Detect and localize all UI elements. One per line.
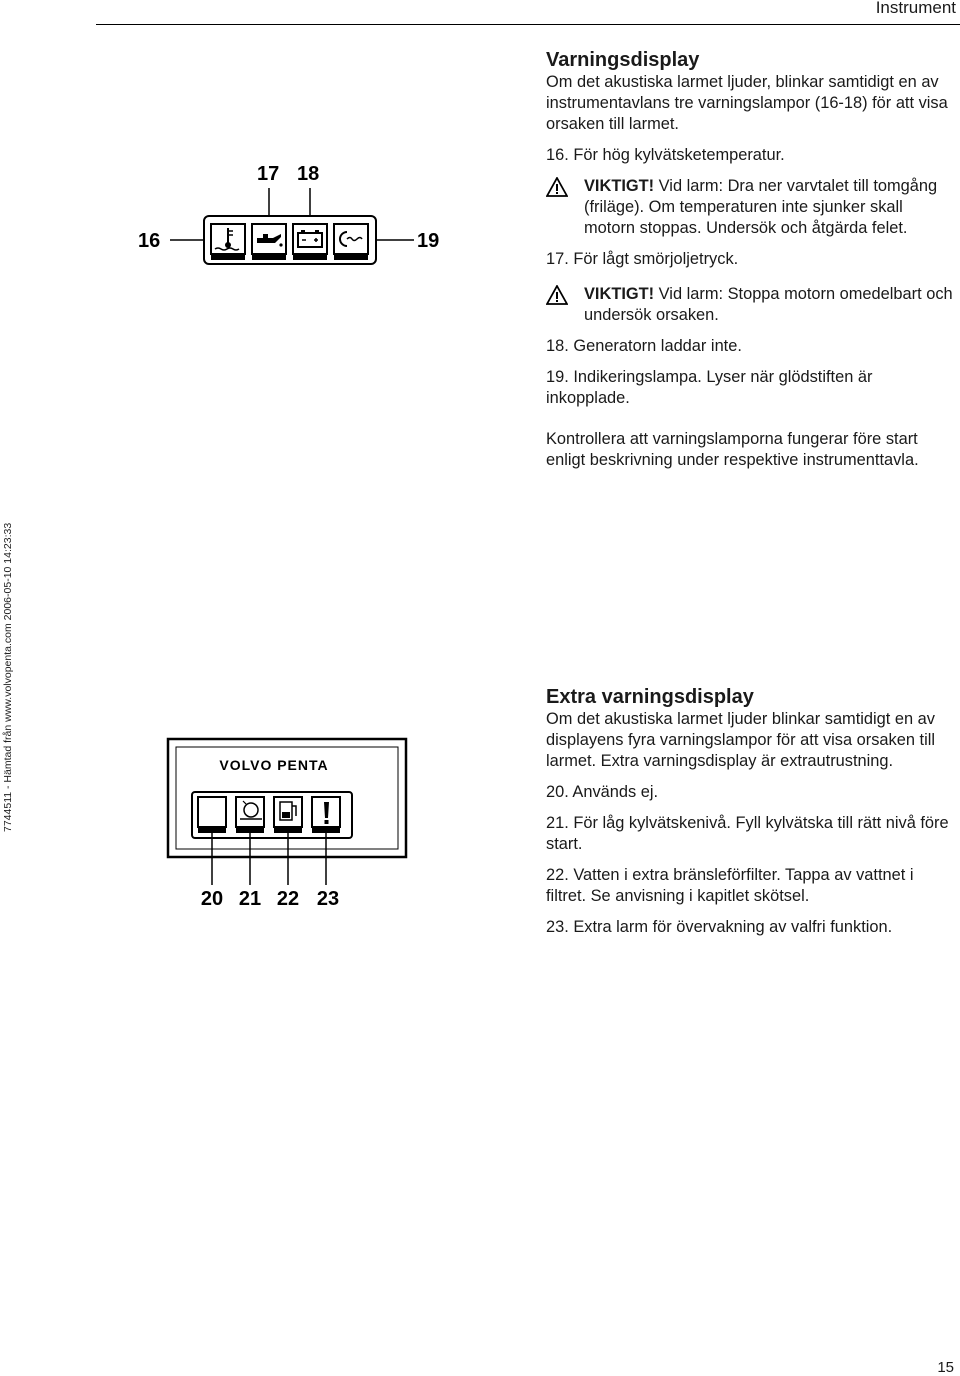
warning-text: Vid larm: Dra ner varvtalet till tomgång (friläge). Om temperaturen inte sjunker skall motorn stoppas. Undersök och åtgärda felet. — [584, 177, 938, 237]
glow-plug-icon — [334, 224, 368, 260]
header-rule — [96, 24, 960, 25]
warning-triangle-icon — [546, 177, 568, 197]
list-item-20: 20. Används ej. — [546, 783, 659, 801]
page-number: 15 — [937, 1359, 954, 1376]
callout-23: 23 — [316, 888, 340, 910]
list-item-17: 17. För lågt smörjoljetryck. — [546, 250, 739, 268]
list-item-21: 21. För låg kylvätskenivå. Fyll kylvätska till rätt nivå före start. — [546, 814, 949, 853]
section-varningsdisplay — [546, 48, 956, 471]
warning-triangle-icon — [546, 285, 568, 305]
warning-display-figure — [130, 150, 450, 280]
section-title: Varningsdisplay — [546, 49, 700, 71]
list-item-23: 23. Extra larm för övervakning av valfri funktion. — [546, 918, 893, 936]
download-stamp: 7744511 - Hämtad från www.volvopenta.com 2006-05-10 14:23:33 — [2, 522, 14, 832]
warning-label: VIKTIGT! — [584, 285, 655, 303]
section-extra-varningsdisplay — [546, 685, 956, 938]
oil-pressure-icon — [252, 224, 286, 260]
warning-note — [546, 176, 956, 239]
warning-note — [546, 284, 956, 326]
coolant-level-icon — [236, 797, 264, 833]
closing-paragraph: Kontrollera att varningslamporna fungerar före start enligt beskrivning under respektive instrumenttavla. — [546, 430, 919, 469]
list-item-18: 18. Generatorn laddar inte. — [546, 337, 742, 355]
battery-charge-icon — [293, 224, 327, 260]
extra-warning-display-figure — [160, 735, 420, 915]
exclamation-icon — [312, 797, 340, 833]
warning-text: Vid larm: Stoppa motorn omedelbart och undersök orsaken. — [584, 285, 953, 324]
lamp-20-unused — [198, 797, 226, 833]
callout-16: 16 — [138, 230, 161, 252]
coolant-temperature-icon — [211, 224, 245, 260]
callout-18: 18 — [297, 163, 320, 185]
list-item-22: 22. Vatten i extra bränsleförfilter. Tappa av vattnet i filtret. Se anvisning i kapitlet skötsel. — [546, 866, 914, 905]
section-title: Extra varningsdisplay — [546, 686, 754, 708]
fuel-water-icon — [274, 797, 302, 833]
list-item-16: 16. För hög kylvätsketemperatur. — [546, 146, 785, 164]
intro-paragraph: Om det akustiska larmet ljuder, blinkar samtidigt en av instrumentavlans tre varningslampor (16-18) för att visa orsaken till larmet. — [546, 73, 948, 133]
warning-label: VIKTIGT! — [584, 177, 655, 195]
running-header: Instrument — [875, 0, 956, 17]
intro-paragraph: Om det akustiska larmet ljuder blinkar samtidigt en av displayens fyra varningslampor för att visa orsaken till larmet. Extra varningsdisplay är extrautrustning. — [546, 710, 935, 770]
list-item-19: 19. Indikeringslampa. Lyser när glödstiften är inkopplade. — [546, 368, 873, 407]
callout-17: 17 — [257, 163, 280, 185]
callout-21: 21 — [238, 888, 262, 910]
callout-22: 22 — [276, 888, 300, 910]
brand-logo: VOLVO PENTA — [219, 757, 329, 773]
callout-19: 19 — [417, 230, 440, 252]
callout-20: 20 — [200, 888, 224, 910]
